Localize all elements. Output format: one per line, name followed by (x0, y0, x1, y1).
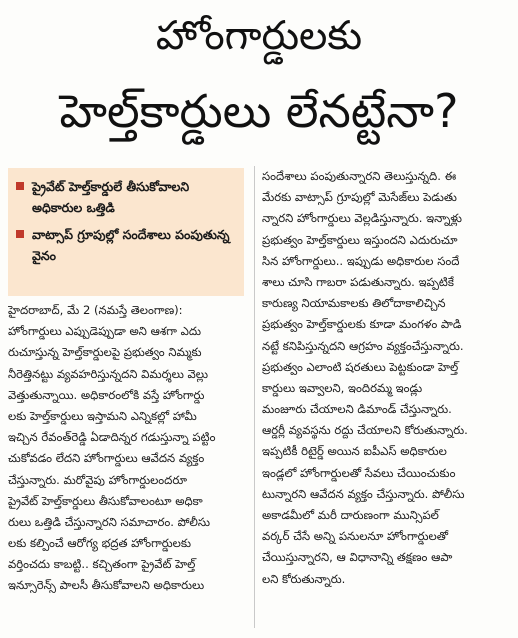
article-line: కారుణ్య నియామకాలకు తిలోదాకాలిచ్చిన (262, 296, 446, 311)
article-line: నీరెత్తినట్టు వ్యవహరిస్తున్నదని విమర్శలు వెల్లు (8, 366, 208, 381)
article-line: వర్కర్ చేసే అన్ని పనులనూ హోంగార్డులతో (262, 529, 449, 544)
highlights-box (8, 168, 244, 296)
article-line: శాలు చూసి గాబరా పడుతున్నారు. ఇప్పటికే (262, 274, 454, 289)
article-column-left (8, 300, 246, 597)
highlight-text: ప్రైవేట్ హెల్త్‌కార్డులే తీసుకోవాలని అధికారుల ఒత్తిడి (32, 179, 190, 215)
article-line: కార్డులు ఇవ్వాలని, ఇందిరమ్మ ఇండ్లు (262, 380, 423, 395)
article-line: ప్రభుత్వం హెల్త్‌కార్డులకు కూడా మంగళం పాడి (262, 317, 462, 332)
article-line: ప్రైవేట్ హెల్త్‌కార్డులు తీసుకోవాలంటూ అధికా (8, 493, 203, 508)
article-line: హైదరాబాద్, మే 2 (నమస్తే తెలంగాణ): (8, 303, 183, 317)
article-line: చేస్తున్నారు. మరోవైపు హోంగార్డులందరూ (8, 472, 187, 487)
square-bullet-icon (16, 182, 24, 190)
article-line: ఇన్సూరెన్స్ పాలసీ తీసుకోవాలని అధికారులు (8, 578, 205, 593)
article-line: లకు కల్పించే ఆరోగ్య భద్రత హోంగార్డులకు (8, 536, 191, 551)
article-line: న్నారని హోంగార్డులు వెల్లడిస్తున్నారు. ఇన్నాళ్లు (262, 211, 462, 226)
article-line: ఇప్పటికీ రిటైర్డ్ అయిన ఐపీఎస్ అధికారుల (262, 444, 447, 459)
headline-line-2: హెల్త్‌కార్డులు లేనట్టేనా? (59, 84, 459, 138)
article-line: రుచూస్తున్న హెల్త్‌కార్డులపై ప్రభుత్వం నిమ్మకు (8, 345, 202, 360)
article-line: నట్టే కనిపిస్తున్నదని ఆగ్రహం వ్యక్తంచేస్తున్నారు. (262, 338, 464, 353)
article-line: ప్రభుత్వం హెల్త్‌కార్డులు ఇస్తుందని ఎదురుచూ (262, 232, 458, 247)
article-line: లకు హెల్త్‌కార్డులు ఇస్తామని ఎన్నికల్లో హామీ (8, 408, 197, 423)
article-line: సందేశాలు పంపుతున్నారని తెలుస్తున్నది. ఈ (262, 169, 457, 183)
article-line: మేరకు వాట్సాప్ గ్రూపుల్లో మెసేజ్‌లు పెడుతు (262, 190, 457, 205)
article-line: టున్నారని ఆవేదన వ్యక్తం చేస్తున్నారు. పోలీసు (262, 486, 465, 501)
article-line: చుకోవడం లేదని హోంగార్డులు ఆవేదన వ్యక్తం (8, 451, 205, 466)
article-column-right (262, 166, 512, 590)
article-line: మంజూరు చేయాలని డిమాండ్ చేస్తున్నారు. (262, 402, 452, 417)
article-line: హోంగార్డులు ఎప్పుడెప్పుడా అని ఆశగా ఎదు (8, 324, 202, 339)
article-line: అకాడమీలో మరీ దారుణంగా మున్సిపల్ (262, 508, 439, 522)
highlight-text: వాట్సాప్ గ్రూపుల్లో సందేశాలు పంపుతున్న వైనం (32, 227, 230, 263)
article-line: చేయిస్తున్నారని, ఆ విధానాన్ని తక్షణం ఆపా (262, 550, 453, 565)
square-bullet-icon (16, 230, 24, 238)
article-line: ఇచ్చిన రేవంత్‌రెడ్డి ఏడాదిన్నర గడుస్తున్నా పట్టిం (8, 430, 216, 445)
article-line: రులు ఒత్తిడి చేస్తున్నారని సమాచారం. పోలీసు (8, 514, 211, 529)
column-divider (254, 166, 255, 628)
article-line: సిన హోంగార్డులు.. ఇప్పుడు అధికారుల సందే (262, 253, 460, 268)
headline-line-1: హోంగార్డులకు (155, 13, 363, 59)
article-line: ఇండ్లలో హోంగార్డులతో సేవలు చేయించుకుం (262, 465, 456, 480)
article-line: ఆర్డర్లీ వ్యవస్థను రద్దు చేయాలని కోరుతున్నారు. (262, 423, 468, 438)
article-line: ప్రభుత్వం ఎలాంటి షరతులు పెట్టకుండా హెల్త్ (262, 359, 459, 374)
article-line: వర్తించదు కాబట్టి.. కచ్చితంగా ప్రైవేట్ హెల్త్ (8, 557, 196, 572)
highlight-item (16, 176, 238, 218)
article-line: వెత్తుతున్నాయి. అధికారంలోకి వస్తే హోంగార్డు (8, 387, 205, 402)
highlight-item (16, 224, 238, 266)
article-line: లని కోరుతున్నారు. (262, 571, 346, 586)
